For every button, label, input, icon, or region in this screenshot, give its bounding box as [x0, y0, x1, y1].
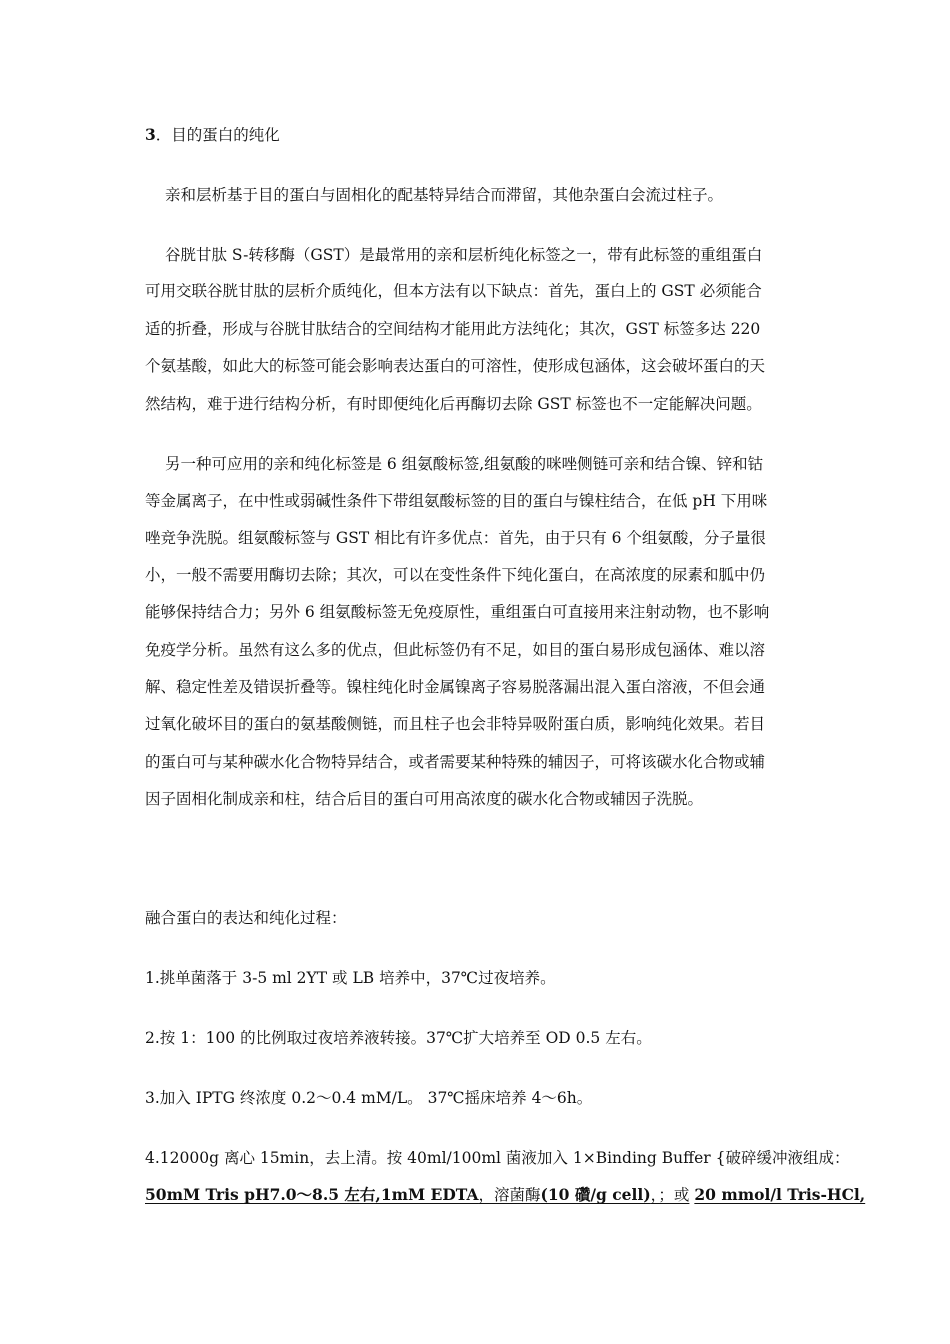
- buffer-lysozyme: ，溶菌酶: [478, 1186, 541, 1204]
- his-paragraph-line: 的蛋白可与某种碳水化合物特异结合，或者需要某种特殊的辅因子，可将该碳水化合物或辅: [145, 753, 766, 771]
- process-step: 1.挑单菌落于 3-5 ml 2YT 或 LB 培养中，37℃过夜培养。: [145, 969, 556, 987]
- process-step: 2.按 1：100 的比例取过夜培养液转接。37℃扩大培养至 OD 0.5 左右。: [145, 1029, 652, 1047]
- buffer-tris-edta: 50mM Tris pH7.0～8.5 左右,1mM EDTA: [145, 1185, 479, 1204]
- his-paragraph-line: 能够保持结合力；另外 6 组氨酸标签无免疫原性，重组蛋白可直接用来注射动物，也不影响: [145, 603, 770, 621]
- process-title: 融合蛋白的表达和纯化过程：: [145, 909, 347, 927]
- his-paragraph-line: 过氧化破坏目的蛋白的氨基酸侧链，而且柱子也会非特异吸附蛋白质，影响纯化效果。若目: [145, 715, 766, 733]
- his-paragraph-line: 唑竞争洗脱。组氨酸标签与 GST 相比有许多优点：首先，由于只有 6 个组氨酸，分子量很: [145, 529, 766, 547]
- his-paragraph-line: 解、稳定性差及错误折叠等。镍柱纯化时金属镍离子容易脱落漏出混入蛋白溶液，不但会通: [145, 678, 766, 696]
- his-paragraph-line: 另一种可应用的亲和纯化标签是 6 组氨酸标签,组氨酸的咪唑侧链可亲和结合镍、锌和钴: [165, 455, 764, 473]
- buffer-tris-hcl: 20 mmol/l Tris-HCl,: [694, 1185, 866, 1204]
- gst-paragraph-line: 个氨基酸，如此大的标签可能会影响表达蛋白的可溶性，使形成包涵体，这会破坏蛋白的天: [145, 357, 766, 375]
- buffer-composition-line: [145, 1185, 866, 1205]
- gst-paragraph-line: 然结构，难于进行结构分析，有时即便纯化后再酶切去除 GST 标签也不一定能解决问题。: [145, 395, 762, 413]
- intro-paragraph: 亲和层析基于目的蛋白与固相化的配基特异结合而滞留，其他杂蛋白会流过柱子。: [165, 186, 724, 204]
- process-step: 3.加入 IPTG 终浓度 0.2～0.4 mM/L。 37℃摇床培养 4～6h。: [145, 1089, 593, 1107]
- section-heading: [145, 125, 815, 145]
- his-paragraph-line: 小，一般不需要用酶切去除；其次，可以在变性条件下纯化蛋白，在高浓度的尿素和胍中仍: [145, 566, 766, 584]
- section-title: ．目的蛋白的纯化: [155, 126, 280, 144]
- gst-paragraph-line: 谷胱甘肽 S-转移酶（GST）是最常用的亲和层析纯化标签之一，带有此标签的重组蛋白: [165, 246, 763, 264]
- buffer-lysozyme-amount: (10 礸/g cell): [540, 1185, 651, 1204]
- gst-paragraph-line: 适的折叠，形成与谷胱甘肽结合的空间结构才能用此方法纯化；其次，GST 标签多达 220: [145, 320, 761, 338]
- his-paragraph-line: 因子固相化制成亲和柱，结合后目的蛋白可用高浓度的碳水化合物或辅因子洗脱。: [145, 790, 704, 808]
- buffer-or: ，；或: [650, 1186, 690, 1204]
- his-paragraph-line: 免疫学分析。虽然有这么多的优点，但此标签仍有不足，如目的蛋白易形成包涵体、难以溶: [145, 641, 766, 659]
- process-step: 4.12000g 离心 15min，去上清。按 40ml/100ml 菌液加入 1×Binding Buffer {破碎缓冲液组成：: [145, 1149, 850, 1167]
- section-number: 3: [145, 125, 156, 144]
- gst-paragraph-line: 可用交联谷胱甘肽的层析介质纯化，但本方法有以下缺点：首先，蛋白上的 GST 必须能合: [145, 282, 762, 300]
- his-paragraph-line: 等金属离子，在中性或弱碱性条件下带组氨酸标签的目的蛋白与镍柱结合，在低 pH 下用咪: [145, 492, 768, 510]
